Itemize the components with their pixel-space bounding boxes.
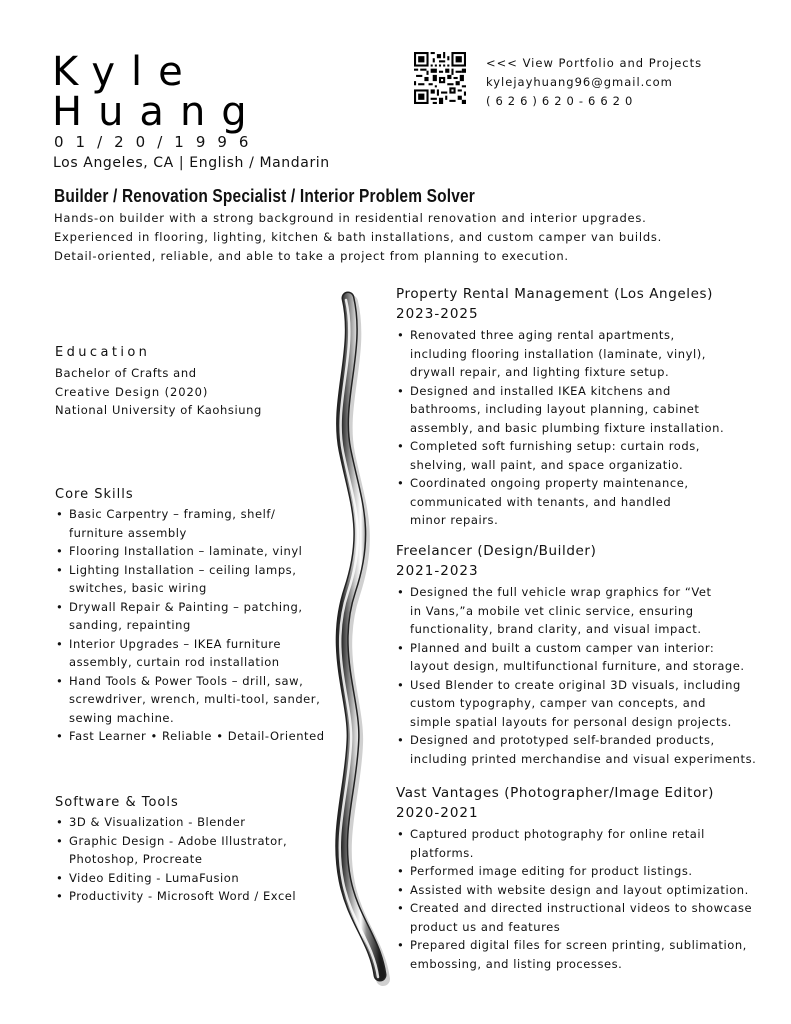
job-years: 2023-2025: [396, 306, 479, 322]
list-item: • Graphic Design - Adobe Illustrator, Photoshop, Procreate: [55, 832, 296, 869]
chrome-wave-divider: [315, 290, 395, 990]
section-title: Education: [55, 345, 151, 360]
summary: [54, 209, 662, 266]
list-item: • 3D & Visualization - Blender: [55, 813, 296, 832]
list-item: • Designed and prototyped self-branded products, including printed merchandise and visual experiments.: [396, 731, 756, 768]
list-item: • Planned and built a custom camper van interior: layout design, multifunctional furniture, and storage.: [396, 639, 756, 676]
portfolio-link[interactable]: <<< View Portfolio and Projects: [486, 56, 703, 70]
core-skills-section: [55, 487, 325, 746]
list-item: • Interior Upgrades – IKEA furniture assembly, curtain rod installation: [55, 635, 325, 672]
list-item: • Drywall Repair & Painting – patching, sanding, repainting: [55, 598, 325, 635]
education-section: [55, 345, 262, 420]
list-item: • Used Blender to create original 3D visuals, including custom typography, camper van concepts, and simple spatial layouts for personal design projects.: [396, 676, 756, 732]
summary-line: Detail-oriented, reliable, and able to take a project from planning to execution.: [54, 249, 569, 263]
job-entry: [396, 783, 752, 973]
list-item: • Flooring Installation – laminate, vinyl: [55, 542, 325, 561]
job-entry: [396, 284, 724, 530]
location-languages: Los Angeles, CA | English / Mandarin: [53, 155, 330, 171]
name-last: Huang: [52, 89, 263, 135]
list-item: • Performed image editing for product listings.: [396, 862, 752, 881]
education-line: National University of Kaohsiung: [55, 403, 262, 417]
summary-line: Hands-on builder with a strong background in residential renovation and interior upgrades.: [54, 211, 647, 225]
education-line: Creative Design (2020): [55, 384, 209, 399]
job-title: Property Rental Management (Los Angeles): [396, 286, 714, 302]
list-item: • Lighting Installation – ceiling lamps, switches, basic wiring: [55, 561, 325, 598]
section-title: Software & Tools: [55, 795, 179, 810]
list-item: • Prepared digital files for screen printing, sublimation, embossing, and listing processes.: [396, 936, 752, 973]
job-years: 2021-2023: [396, 563, 479, 579]
list-item: • Captured product photography for online retail platforms.: [396, 825, 752, 862]
list-item: • Completed soft furnishing setup: curtain rods, shelving, wall paint, and space organizatio.: [396, 437, 724, 474]
list-item: • Assisted with website design and layout optimization.: [396, 881, 752, 900]
summary-line: Experienced in flooring, lighting, kitchen & bath installations, and custom camper van builds.: [54, 230, 663, 244]
list-item: • Hand Tools & Power Tools – drill, saw, screwdriver, wrench, multi-tool, sander, sewing machine.: [55, 672, 325, 728]
email-address[interactable]: kylejayhuang96@gmail.com: [486, 75, 673, 89]
section-title: Core Skills: [55, 487, 134, 502]
headline: Builder / Renovation Specialist / Interior Problem Solver: [54, 186, 475, 206]
date-of-birth: 01/20/1996: [54, 133, 261, 151]
list-item: • Renovated three aging rental apartments, including flooring installation (laminate, vinyl), drywall repair, and lighting fixture setup.: [396, 326, 724, 382]
software-section: [55, 795, 296, 906]
list-item: • Designed and installed IKEA kitchens and bathrooms, including layout planning, cabinet assembly, and basic plumbing fixture installation.: [396, 382, 724, 438]
qr-code-icon[interactable]: [414, 52, 466, 104]
job-title: Freelancer (Design/Builder): [396, 543, 597, 559]
job-title: Vast Vantages (Photographer/Image Editor): [396, 785, 714, 801]
list-item: • Created and directed instructional videos to showcase product us and features: [396, 899, 752, 936]
list-item: • Productivity - Microsoft Word / Excel: [55, 887, 296, 906]
job-years: 2020-2021: [396, 805, 479, 821]
job-entry: [396, 541, 756, 768]
name-first: Kyle: [52, 49, 199, 95]
list-item: • Basic Carpentry – framing, shelf/ furniture assembly: [55, 505, 325, 542]
education-line: Bachelor of Crafts and: [55, 366, 197, 380]
list-item: • Video Editing - LumaFusion: [55, 869, 296, 888]
list-item: • Designed the full vehicle wrap graphics for “Vet in Vans,”a mobile vet clinic service, ensuring functionality, brand clarity, and visual impact.: [396, 583, 756, 639]
phone-number: (626)620-6620: [486, 94, 638, 108]
list-item: • Fast Learner • Reliable • Detail-Oriented: [55, 727, 325, 746]
list-item: • Coordinated ongoing property maintenance, communicated with tenants, and handled minor repairs.: [396, 474, 724, 530]
